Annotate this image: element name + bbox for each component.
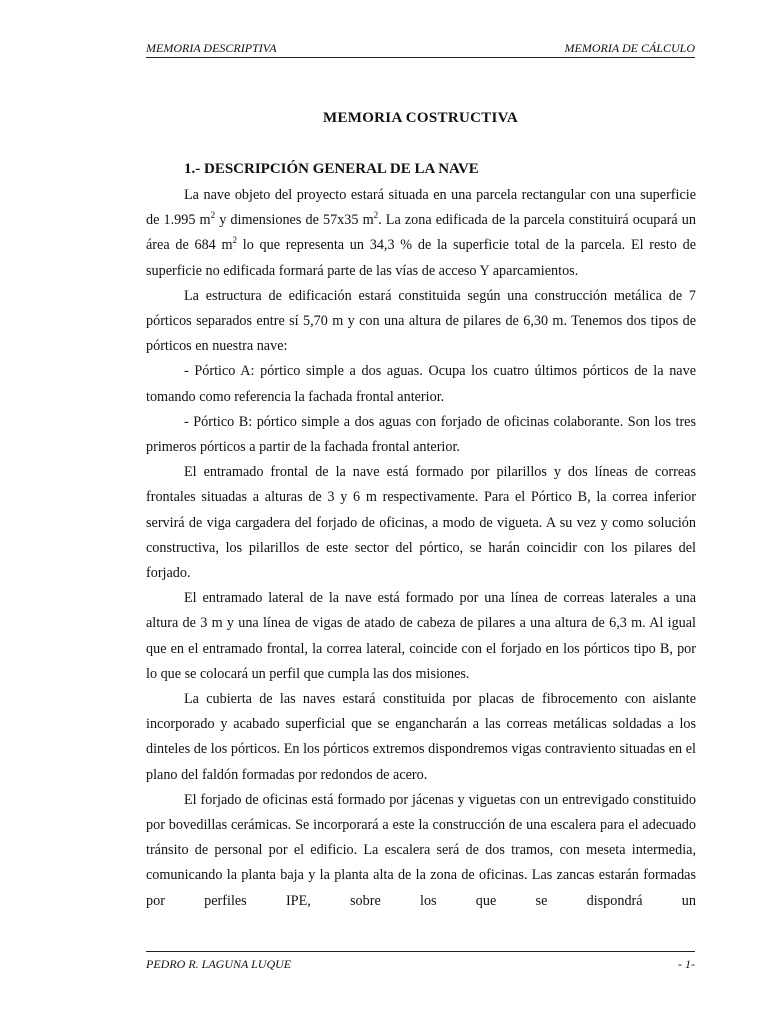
header-right-title: MEMORIA DE CÁLCULO (564, 41, 695, 55)
section-heading: 1.- DESCRIPCIÓN GENERAL DE LA NAVE (184, 161, 479, 177)
list-item-portico-b: - Pórtico B: pórtico simple a dos aguas con forjado de oficinas colaborante. Son los tres primeros pórticos a partir de la fachada frontal anterior. (146, 413, 696, 456)
page-footer (146, 951, 695, 970)
footer-author: PEDRO R. LAGUNA LUQUE (146, 957, 292, 971)
paragraph-2: La estructura de edificación estará constituida según una construcción metálica de 7 pórticos separados entre sí 5,70 m y con una altura de pilares de 6,30 m. Tenemos dos tipos de pórticos en nuestra nave: (146, 287, 696, 355)
header-left-title: MEMORIA DESCRIPTIVA (146, 41, 277, 55)
page-number: - 1- (678, 957, 695, 971)
document-body (146, 183, 696, 914)
paragraph-forjado: El forjado de oficinas está formado por jácenas y viguetas con un entrevigado constituido por bovedillas cerámicas. Se incorporará a este la construcción de una escalera para el adecuado tránsito de personal por el edificio. La escalera será de dos tramos, con meseta intermedia, comunicando la planta baja y la planta alta de la zona de oficinas. Las zancas estarán formadas por perfiles IPE, sobre los que se dispondrá un (146, 791, 696, 909)
page-header (146, 41, 695, 58)
paragraph-entramado-frontal: El entramado frontal de la nave está formado por pilarillos y dos líneas de correas frontales situadas a alturas de 3 y 6 m respectivamente. Para el Pórtico B, la correa inferior servirá de viga cargadera del forjado de oficinas, a modo de vigueta. A su vez y como solución constructiva, los pilarillos de este sector del pórtico, se harán coincidir con los pilares del forjado. (146, 464, 696, 582)
document-title: MEMORIA COSTRUCTIVA (322, 110, 519, 126)
paragraph-cubierta: La cubierta de las naves estará constituida por placas de fibrocemento con aislante incorporado y acabado superficial que se engancharán a las correas metálicas soldadas a los dinteles de los pórticos. En los pórticos extremos dispondremos vigas contraviento situadas en el plano del faldón formadas por redondos de acero. (146, 691, 696, 783)
paragraph-entramado-lateral: El entramado lateral de la nave está formado por una línea de correas laterales a una altura de 3 m y una línea de vigas de atado de cabeza de pilares a una altura de 6,3 m. Al igual que en el entramado frontal, la correa lateral, coincide con el forjado en los pórticos tipo B, por lo que se colocará un perfil que cumpla las dos misiones. (146, 590, 696, 682)
list-item-portico-a: - Pórtico A: pórtico simple a dos aguas. Ocupa los cuatro últimos pórticos de la nave tomando como referencia la fachada frontal anterior. (146, 363, 696, 405)
paragraph-1: La nave objeto del proyecto estará situada en una parcela rectangular con una superficie de 1.995 $m^2$ y dimensiones de 57x35 $m^2$. La zona edificada de la parcela constituirá ocupará un área de 684 $m^2$ lo que representa un 34,3 % de la superficie total de la parcela. El resto de superficie no edificada formará parte de las vías de acceso Y aparcamientos. (146, 187, 696, 279)
